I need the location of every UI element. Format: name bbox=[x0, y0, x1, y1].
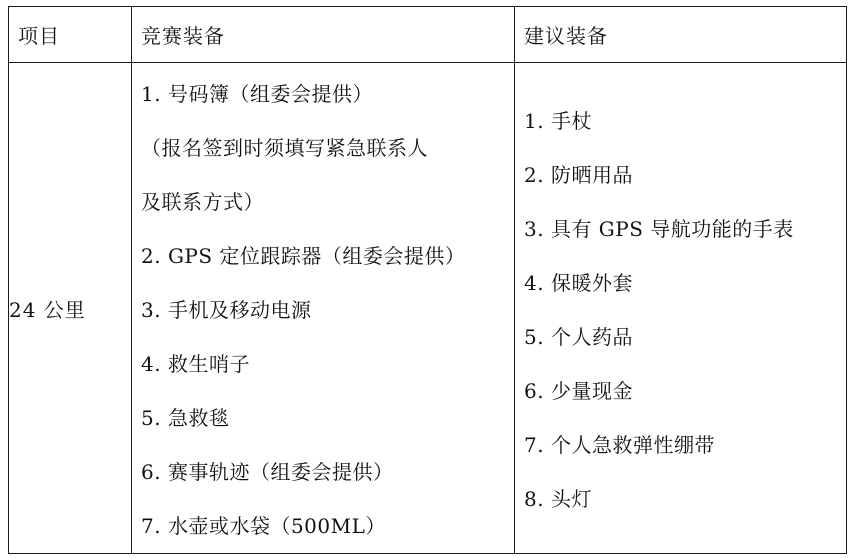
table-row bbox=[9, 63, 847, 554]
list-item: 2. GPS 定位跟踪器（组委会提供） bbox=[141, 244, 466, 268]
list-item: 3. 手机及移动电源 bbox=[141, 298, 312, 322]
equipment-table bbox=[8, 6, 847, 554]
list-item: 7. 个人急救弹性绷带 bbox=[524, 433, 715, 457]
item-distance: 24 公里 bbox=[9, 63, 132, 554]
list-item: 3. 具有 GPS 导航功能的手表 bbox=[524, 217, 794, 241]
race-equipment-list bbox=[141, 63, 514, 553]
list-item: 5. 个人药品 bbox=[524, 325, 633, 349]
header-row bbox=[9, 7, 847, 63]
list-item: 7. 水壶或水袋（500ML） bbox=[141, 514, 386, 538]
list-item: 1. 手杖 bbox=[524, 109, 592, 133]
list-item: 6. 少量现金 bbox=[524, 379, 633, 403]
list-item: 5. 急救毯 bbox=[141, 406, 230, 430]
suggested-equipment-cell bbox=[515, 63, 847, 554]
header-suggested-equipment: 建议装备 bbox=[515, 7, 847, 63]
list-item: 及联系方式） bbox=[141, 190, 264, 214]
header-race-equipment: 竞赛装备 bbox=[132, 7, 515, 63]
list-item: 4. 救生哨子 bbox=[141, 352, 250, 376]
list-item: 6. 赛事轨迹（组委会提供） bbox=[141, 460, 394, 484]
list-item: 4. 保暖外套 bbox=[524, 271, 633, 295]
header-item: 项目 bbox=[9, 7, 132, 63]
race-equipment-cell bbox=[132, 63, 515, 554]
suggested-equipment-list bbox=[524, 90, 846, 526]
list-item: 8. 头灯 bbox=[524, 487, 592, 511]
list-item: 2. 防晒用品 bbox=[524, 163, 633, 187]
list-item: （报名签到时须填写紧急联系人 bbox=[141, 136, 428, 160]
list-item: 1. 号码簿（组委会提供） bbox=[141, 82, 373, 106]
